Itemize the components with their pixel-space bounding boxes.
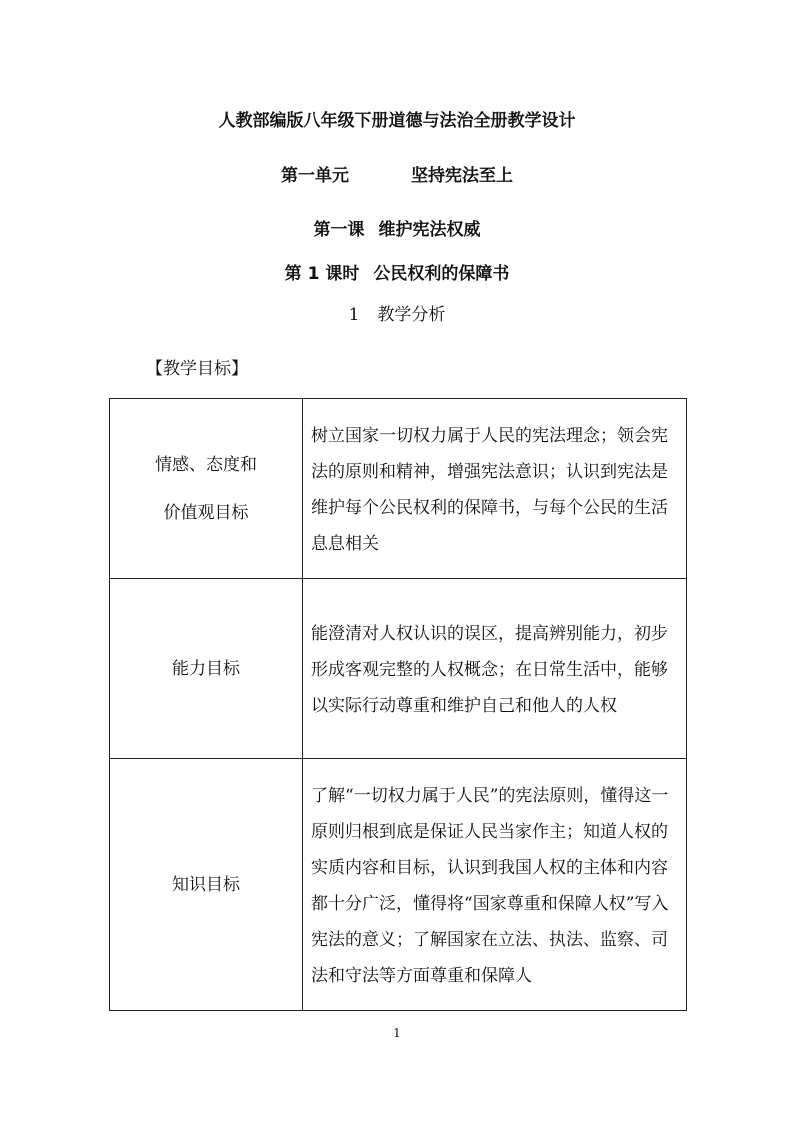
lesson-label: 第一课: [313, 220, 365, 240]
period-name: 公民权利的保障书: [373, 264, 510, 284]
unit-label: 第一单元: [281, 166, 349, 186]
section-heading: [0, 300, 794, 325]
objective-category: 能力目标: [172, 658, 240, 679]
objective-description: 了解“一切权力属于人民”的宪法原则，懂得这一原则归根到底是保证人民当家作主；知道人权的实质内容和目标，认识到我国人权的主体和内容都十分广泛，懂得将“国家尊重和保障人权”写入宪法的意义；了解国家在立法、执法、监察、司法和守法等方面尊重和保障人: [303, 759, 687, 1011]
unit-heading: [0, 161, 794, 186]
objective-description: 树立国家一切权力属于人民的宪法理念；领会宪法的原则和精神，增强宪法意识；认识到宪法是维护每个公民权利的保障书，与每个公民的生活息息相关: [303, 399, 687, 579]
lesson-name: 维护宪法权威: [378, 220, 481, 240]
period-heading: [0, 259, 794, 284]
objectives-table: [109, 398, 687, 1011]
table-row: [110, 399, 687, 579]
objective-category-cell: [110, 399, 303, 579]
objective-category-line: 情感、态度和: [155, 454, 257, 475]
objectives-heading: 【教学目标】: [146, 359, 248, 379]
objective-category: 知识目标: [172, 874, 240, 895]
document-title: 人教部编版八年级下册道德与法治全册教学设计: [218, 111, 576, 131]
objective-category-cell: [110, 579, 303, 759]
period-label: 第 1 课时: [284, 264, 360, 284]
table-row: [110, 759, 687, 1011]
section-name: 教学分析: [377, 305, 446, 325]
page-number: 1: [393, 1026, 401, 1040]
unit-name: 坚持宪法至上: [411, 166, 513, 186]
section-number: 1: [348, 305, 360, 325]
objective-category-cell: [110, 759, 303, 1011]
lesson-heading: [0, 215, 794, 240]
objective-category-line: 价值观目标: [163, 502, 249, 523]
objective-description: 能澄清对人权认识的误区，提高辨别能力，初步形成客观完整的人权概念；在日常生活中，能够以实际行动尊重和维护自己和他人的人权: [303, 579, 687, 759]
table-row: [110, 579, 687, 759]
